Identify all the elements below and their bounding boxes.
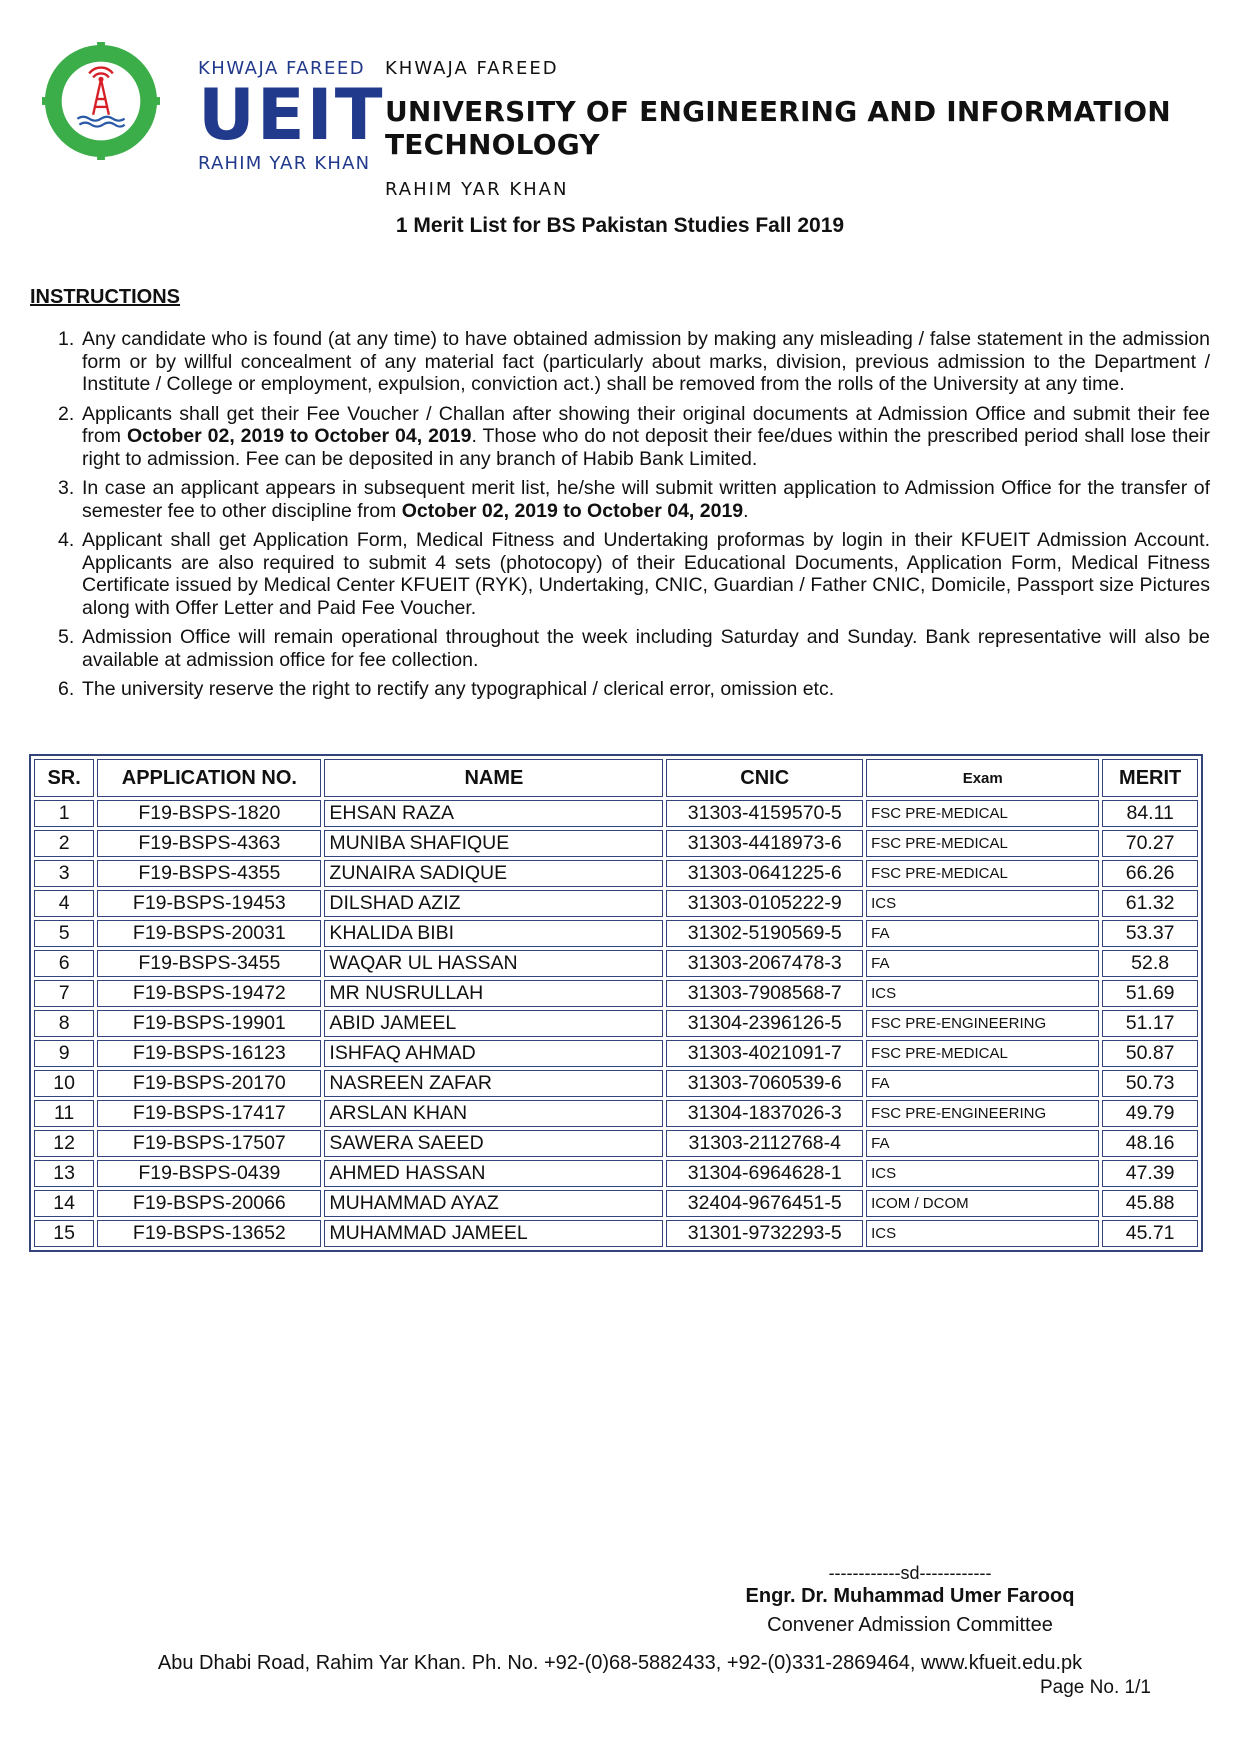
- instruction-text-part: The university reserve the right to rectify any typographical / clerical error, omission etc.: [82, 678, 835, 700]
- university-logo: [42, 42, 160, 160]
- cell-merit: 52.8: [1102, 950, 1198, 977]
- instructions-heading: INSTRUCTIONS: [30, 286, 180, 308]
- cell-name: MR NUSRULLAH: [324, 980, 663, 1007]
- instruction-number: 3.: [58, 477, 75, 499]
- merit-table-body: [34, 800, 1198, 1247]
- table-row: [34, 1220, 1198, 1247]
- header-exam: Exam: [866, 759, 1099, 797]
- instruction-item: [58, 477, 1210, 522]
- instruction-number: 5.: [58, 626, 75, 648]
- instruction-text-part: In case an applicant appears in subsequent merit list, he/she will submit written application to Admission Office for the transfer of semester fee to other discipline from: [82, 477, 1210, 522]
- page-number: Page No. 1/1: [1040, 1677, 1151, 1698]
- table-row: [34, 1070, 1198, 1097]
- cell-name: MUNIBA SHAFIQUE: [324, 830, 663, 857]
- cell-sr: 9: [34, 1040, 94, 1067]
- brand-top: KHWAJA FAREED: [385, 58, 559, 79]
- cell-sr: 14: [34, 1190, 94, 1217]
- cell-sr: 7: [34, 980, 94, 1007]
- cell-name: MUHAMMAD JAMEEL: [324, 1220, 663, 1247]
- cell-merit: 48.16: [1102, 1130, 1198, 1157]
- table-row: [34, 920, 1198, 947]
- instruction-date-range: October 02, 2019 to October 04, 2019: [126, 425, 472, 447]
- table-row: [34, 860, 1198, 887]
- brand-full-block: [385, 58, 1240, 200]
- cell-name: KHALIDA BIBI: [324, 920, 663, 947]
- cell-application-no: F19-BSPS-20066: [97, 1190, 321, 1217]
- cell-cnic: 31301-9732293-5: [666, 1220, 863, 1247]
- cell-exam: FSC PRE-MEDICAL: [866, 860, 1099, 887]
- cell-merit: 70.27: [1102, 830, 1198, 857]
- table-row: [34, 800, 1198, 827]
- table-row: [34, 1160, 1198, 1187]
- cell-application-no: F19-BSPS-13652: [97, 1220, 321, 1247]
- cell-application-no: F19-BSPS-20170: [97, 1070, 321, 1097]
- cell-exam: FSC PRE-MEDICAL: [866, 1040, 1099, 1067]
- cell-merit: 84.11: [1102, 800, 1198, 827]
- cell-exam: ICS: [866, 1220, 1099, 1247]
- cell-name: ZUNAIRA SADIQUE: [324, 860, 663, 887]
- cell-sr: 13: [34, 1160, 94, 1187]
- instruction-item: [58, 626, 1210, 671]
- instruction-item: [58, 529, 1210, 619]
- cell-cnic: 32404-9676451-5: [666, 1190, 863, 1217]
- cell-merit: 66.26: [1102, 860, 1198, 887]
- cell-merit: 51.69: [1102, 980, 1198, 1007]
- cell-cnic: 31302-5190569-5: [666, 920, 863, 947]
- cell-merit: 45.71: [1102, 1220, 1198, 1247]
- cell-merit: 50.73: [1102, 1070, 1198, 1097]
- cell-application-no: F19-BSPS-16123: [97, 1040, 321, 1067]
- cell-cnic: 31303-0641225-6: [666, 860, 863, 887]
- brand-short-block: [198, 58, 384, 174]
- cell-exam: FSC PRE-MEDICAL: [866, 830, 1099, 857]
- brand-short-top: KHWAJA FAREED: [198, 58, 366, 79]
- cell-sr: 10: [34, 1070, 94, 1097]
- table-row: [34, 830, 1198, 857]
- cell-application-no: F19-BSPS-17417: [97, 1100, 321, 1127]
- instruction-text: [82, 328, 1210, 396]
- instruction-number: 4.: [58, 529, 75, 551]
- cell-application-no: F19-BSPS-19453: [97, 890, 321, 917]
- header-sr: SR.: [34, 759, 94, 797]
- header-application-no: APPLICATION NO.: [97, 759, 321, 797]
- instruction-text: [82, 477, 1210, 522]
- cell-name: NASREEN ZAFAR: [324, 1070, 663, 1097]
- instruction-text-part: Applicant shall get Application Form, Medical Fitness and Undertaking proformas by login in their KFUEIT Admission Account. Applicants are also required to submit 4 sets (photocopy) of their Educational Documents, Application Form, Medical Fitness Certificate issued by Medical Center KFUEIT (RYK), Undertaking, CNIC, Guardian / Father CNIC, Domicile, Passport size Pictures along with Offer Letter and Paid Fee Voucher.: [82, 529, 1210, 619]
- brand-short-bottom: RAHIM YAR KHAN: [198, 153, 371, 174]
- cell-name: ABID JAMEEL: [324, 1010, 663, 1037]
- cell-application-no: F19-BSPS-20031: [97, 920, 321, 947]
- header-name: NAME: [324, 759, 663, 797]
- cell-exam: ICS: [866, 890, 1099, 917]
- header-cnic: CNIC: [666, 759, 863, 797]
- cell-exam: FA: [866, 950, 1099, 977]
- table-row: [34, 1100, 1198, 1127]
- instruction-text-part: .: [743, 499, 749, 522]
- cell-merit: 47.39: [1102, 1160, 1198, 1187]
- cell-cnic: 31303-4159570-5: [666, 800, 863, 827]
- cell-sr: 4: [34, 890, 94, 917]
- cell-exam: ICS: [866, 980, 1099, 1007]
- brand-city: RAHIM YAR KHAN: [385, 179, 569, 200]
- instruction-number: 6.: [58, 678, 75, 700]
- cell-merit: 45.88: [1102, 1190, 1198, 1217]
- brand-name: UNIVERSITY OF ENGINEERING AND INFORMATION TECHNOLOGY: [385, 95, 1171, 161]
- cell-sr: 11: [34, 1100, 94, 1127]
- instructions-list: [58, 328, 1210, 708]
- table-row: [34, 1190, 1198, 1217]
- cell-exam: FSC PRE-ENGINEERING: [866, 1010, 1099, 1037]
- cell-exam: FSC PRE-MEDICAL: [866, 800, 1099, 827]
- cell-application-no: F19-BSPS-19901: [97, 1010, 321, 1037]
- table-header-row: [34, 759, 1198, 797]
- table-row: [34, 950, 1198, 977]
- table-row: [34, 980, 1198, 1007]
- table-row: [34, 1010, 1198, 1037]
- footer-address: Abu Dhabi Road, Rahim Yar Khan. Ph. No. +92-(0)68-5882433, +92-(0)331-2869464, www.kfueit.edu.pk: [157, 1652, 1083, 1674]
- header-merit: MERIT: [1102, 759, 1198, 797]
- cell-name: ISHFAQ AHMAD: [324, 1040, 663, 1067]
- cell-sr: 2: [34, 830, 94, 857]
- cell-application-no: F19-BSPS-0439: [97, 1160, 321, 1187]
- cell-cnic: 31304-2396126-5: [666, 1010, 863, 1037]
- cell-merit: 50.87: [1102, 1040, 1198, 1067]
- cell-exam: FA: [866, 1070, 1099, 1097]
- document-title: 1 Merit List for BS Pakistan Studies Fall 2019: [395, 214, 845, 237]
- instruction-text-part: Any candidate who is found (at any time) to have obtained admission by making any misleading / false statement in the admission form or by willful concealment of any material fact (particularly about marks, division, previous admission to the Department / Institute / College or employment, expulsion, conviction act.) shall be removed from the rolls of the University at any time.: [82, 328, 1210, 395]
- cell-name: WAQAR UL HASSAN: [324, 950, 663, 977]
- cell-merit: 53.37: [1102, 920, 1198, 947]
- cell-merit: 49.79: [1102, 1100, 1198, 1127]
- table-row: [34, 1040, 1198, 1067]
- cell-sr: 1: [34, 800, 94, 827]
- cell-cnic: 31303-7060539-6: [666, 1070, 863, 1097]
- instruction-text-part: . Those who do not deposit their fee/dues within the prescribed period shall lose their right to admission. Fee can be deposited in any branch of Habib Bank Limited.: [82, 425, 1210, 470]
- cell-exam: ICS: [866, 1160, 1099, 1187]
- instruction-text: [82, 626, 1210, 671]
- table-row: [34, 890, 1198, 917]
- cell-sr: 15: [34, 1220, 94, 1247]
- cell-exam: FA: [866, 1130, 1099, 1157]
- cell-sr: 5: [34, 920, 94, 947]
- cell-sr: 3: [34, 860, 94, 887]
- cell-application-no: F19-BSPS-17507: [97, 1130, 321, 1157]
- cell-cnic: 31303-4021091-7: [666, 1040, 863, 1067]
- cell-merit: 61.32: [1102, 890, 1198, 917]
- cell-application-no: F19-BSPS-4355: [97, 860, 321, 887]
- instruction-item: [58, 678, 1210, 701]
- instruction-item: [58, 403, 1210, 471]
- cell-cnic: 31303-0105222-9: [666, 890, 863, 917]
- instruction-number: 2.: [58, 402, 75, 425]
- instruction-number: 1.: [58, 328, 75, 350]
- cell-exam: FA: [866, 920, 1099, 947]
- cell-cnic: 31303-4418973-6: [666, 830, 863, 857]
- cell-name: DILSHAD AZIZ: [324, 890, 663, 917]
- instruction-item: [58, 328, 1210, 396]
- instruction-date-range: October 02, 2019 to October 04, 2019: [401, 499, 744, 522]
- cell-exam: ICOM / DCOM: [866, 1190, 1099, 1217]
- table-row: [34, 1130, 1198, 1157]
- cell-application-no: F19-BSPS-4363: [97, 830, 321, 857]
- cell-application-no: F19-BSPS-19472: [97, 980, 321, 1007]
- cell-application-no: F19-BSPS-3455: [97, 950, 321, 977]
- signature-sd: ------------sd------------: [828, 1563, 992, 1583]
- cell-name: AHMED HASSAN: [324, 1160, 663, 1187]
- instruction-text-part: Applicants shall get their Fee Voucher / Challan after showing their original documents at Admission Office and submit their fee from: [82, 402, 1210, 447]
- cell-sr: 6: [34, 950, 94, 977]
- cell-name: SAWERA SAEED: [324, 1130, 663, 1157]
- cell-cnic: 31304-6964628-1: [666, 1160, 863, 1187]
- cell-cnic: 31303-2112768-4: [666, 1130, 863, 1157]
- instruction-text-part: Admission Office will remain operational throughout the week including Saturday and Sunday. Bank representative will also be available at admission office for fee collection.: [82, 626, 1210, 671]
- cell-cnic: 31304-1837026-3: [666, 1100, 863, 1127]
- signatory-role: Convener Admission Committee: [767, 1614, 1053, 1636]
- cell-cnic: 31303-7908568-7: [666, 980, 863, 1007]
- brand-short: UEIT: [198, 74, 385, 156]
- cell-name: ARSLAN KHAN: [324, 1100, 663, 1127]
- cell-sr: 8: [34, 1010, 94, 1037]
- instruction-text: [82, 678, 1210, 701]
- cell-name: EHSAN RAZA: [324, 800, 663, 827]
- cell-application-no: F19-BSPS-1820: [97, 800, 321, 827]
- instruction-text: [82, 529, 1210, 619]
- cell-sr: 12: [34, 1130, 94, 1157]
- cell-exam: FSC PRE-ENGINEERING: [866, 1100, 1099, 1127]
- cell-cnic: 31303-2067478-3: [666, 950, 863, 977]
- cell-merit: 51.17: [1102, 1010, 1198, 1037]
- cell-name: MUHAMMAD AYAZ: [324, 1190, 663, 1217]
- merit-table: [29, 754, 1203, 1252]
- instruction-text: [82, 403, 1210, 471]
- signatory-name: Engr. Dr. Muhammad Umer Farooq: [745, 1585, 1075, 1607]
